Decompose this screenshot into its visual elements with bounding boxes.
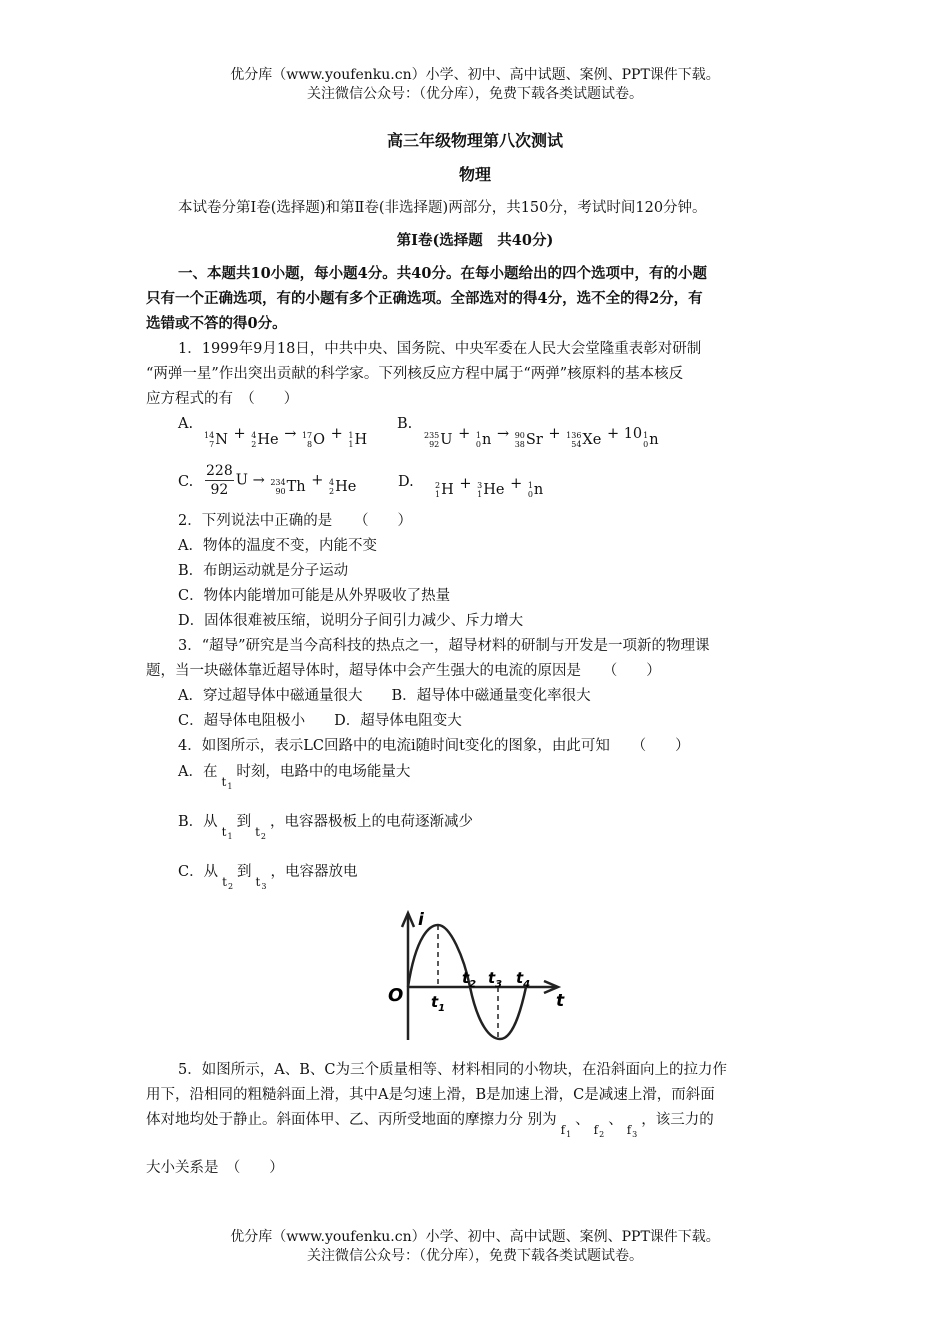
plus-sign: + [233, 426, 246, 442]
exam-intro: 本试卷分第Ⅰ卷(选择题)和第Ⅱ卷(非选择题)两部分，共150分，考试时间120分钟。 [178, 200, 707, 216]
option-text: B．从 [178, 814, 218, 830]
nuclide [302, 430, 325, 450]
q5-line1: 5．如图所示，A、B、C为三个质量相等、材料相同的小物块，在沿斜面向上的拉力作 [178, 1062, 727, 1078]
atomic-number: 2 [251, 440, 257, 449]
element-symbol: Xe [582, 432, 602, 448]
q2-stem: 2．下列说法中正确的是 （ ） [178, 513, 412, 529]
coefficient: 10 [623, 426, 643, 442]
variable-t: t [222, 875, 227, 889]
plus-sign: + [330, 426, 343, 442]
mass-number: 4 [251, 431, 257, 440]
atomic-number: 0 [643, 440, 649, 449]
element-symbol: H [354, 432, 368, 448]
element-symbol: He [335, 478, 357, 495]
time-variable [256, 872, 267, 894]
q1-option-c-equation [205, 462, 357, 499]
section1-line2: 只有一个正确选项，有的小题有多个正确选项。全部选对的得4分，选不全的得2分，有 [146, 290, 703, 307]
q5-line3 [146, 1110, 811, 1139]
element-symbol: n [649, 432, 659, 448]
variable-subscript: 2 [260, 832, 266, 841]
nuclide [435, 480, 454, 500]
exam-title: 高三年级物理第八次测试 [386, 131, 563, 150]
atomic-number: 54 [571, 440, 582, 449]
q4-option-b [178, 812, 811, 841]
q3-line1: 3．“超导”研究是当今高科技的热点之一，超导材料的研制与开发是一项新的物理课 [178, 638, 710, 654]
separator: 、 [575, 1112, 590, 1128]
mass-number: 90 [514, 431, 525, 440]
mass-number: 234 [270, 477, 286, 487]
option-text: A．在 [178, 764, 218, 780]
tick-subscript: 4 [523, 979, 531, 990]
nuclide [424, 430, 453, 450]
q1-option-a-label: A. [178, 416, 194, 432]
nuclide [329, 477, 356, 497]
q3-line2: 题，当一块磁体靠近超导体时，超导体中会产生强大的电流的原因是 （ ） [146, 663, 661, 679]
variable-f: f [560, 1123, 566, 1137]
element-symbol: H [441, 482, 454, 498]
q3-options-ab: A．穿过超导体中磁通量很大 B．超导体中磁通量变化率很大 [178, 688, 591, 704]
element-symbol: N [215, 432, 228, 448]
element-symbol: He [257, 432, 279, 448]
q1-option-d-equation [434, 474, 544, 500]
plus-sign: + [311, 472, 324, 489]
atomic-number: 0 [475, 440, 481, 449]
graph-y-label: i [418, 910, 424, 930]
atomic-number: 0 [527, 490, 533, 499]
graph-t2-label [462, 969, 476, 990]
variable-subscript: 3 [632, 1130, 638, 1139]
graph-t3-label [488, 969, 502, 990]
element-symbol: Th [286, 478, 306, 495]
option-text: 时刻，电路中的电场能量大 [236, 764, 411, 780]
option-text: 到 [236, 814, 252, 830]
time-variable [222, 822, 233, 844]
variable-t: t [255, 825, 260, 839]
nuclide [270, 477, 305, 497]
nuclide [528, 480, 543, 500]
tick-t: t [516, 969, 524, 987]
element-symbol: n [481, 432, 492, 448]
force-variable [627, 1120, 638, 1142]
element-symbol: He [483, 482, 505, 498]
mass-number: 2 [435, 481, 441, 490]
time-variable [222, 872, 233, 894]
q1-option-b-equation [423, 424, 660, 450]
time-variable [221, 772, 232, 794]
question-text: 体对地均处于静止。斜面体甲、乙、丙所受地面的摩擦力分 别为 [146, 1112, 557, 1128]
page-header [0, 66, 950, 104]
tick-t: t [462, 969, 470, 987]
atomic-number: 38 [514, 440, 525, 449]
exam-subject: 物理 [458, 165, 491, 184]
variable-t: t [221, 825, 227, 839]
q4-option-c [178, 862, 811, 891]
arrow-icon: → [284, 426, 297, 442]
q3-options-cd: C．超导体电阻极小 D．超导体电阻变大 [178, 713, 462, 729]
tick-subscript: 2 [469, 979, 477, 990]
atomic-number: 1 [348, 440, 354, 449]
q1-line1: 1．1999年9月18日，中共中央、国务院、中央军委在人民大会堂隆重表彰对研制 [178, 341, 702, 357]
nuclide [251, 430, 278, 450]
variable-f: f [626, 1123, 632, 1137]
header-line-2: 关注微信公众号：（优分库），免费下载各类试题试卷。 [307, 86, 643, 102]
fraction [205, 462, 234, 499]
nuclide [204, 430, 228, 450]
q4-stem: 4．如图所示，表示LC回路中的电流i随时间t变化的图象，由此可知 （ ） [178, 738, 690, 754]
footer-line-2: 关注微信公众号：（优分库），免费下载各类试题试卷。 [307, 1248, 643, 1264]
q2-option-a: A．物体的温度不变，内能不变 [178, 538, 377, 554]
plus-sign: + [510, 476, 523, 492]
q2-option-b: B．布朗运动就是分子运动 [178, 563, 349, 579]
nuclide [643, 430, 658, 450]
q1-line2: “两弹一星”作出突出贡献的科学家。下列核反应方程中属于“两弹”核原料的基本核反 [146, 366, 684, 382]
mass-number: 1 [348, 431, 354, 440]
graph-t1-label [431, 993, 445, 1014]
q1-option-a-equation [203, 424, 368, 450]
section1-line3: 选错或不答的得0分。 [146, 315, 287, 332]
question-text: ，该三力的 [641, 1112, 714, 1128]
element-symbol: U [235, 472, 248, 489]
variable-subscript: 1 [566, 1130, 572, 1139]
variable-t: t [221, 775, 227, 789]
header-line-1: 优分库（www.youfenku.cn）小学、初中、高中试题、案例、PPT课件下载。 [230, 67, 720, 83]
option-text: ，电容器放电 [270, 864, 358, 880]
nuclide [566, 430, 601, 450]
q2-option-c: C．物体内能增加可能是从外界吸收了热量 [178, 588, 451, 604]
footer-line-1: 优分库（www.youfenku.cn）小学、初中、高中试题、案例、PPT课件下载。 [230, 1229, 720, 1245]
atomic-number: 90 [275, 486, 286, 496]
variable-subscript: 2 [599, 1130, 605, 1139]
q5-line2: 用下，沿相同的粗糙斜面上滑，其中A是匀速上滑，B是加速上滑，C是减速上滑，而斜面 [146, 1087, 715, 1103]
mass-number: 17 [301, 431, 313, 440]
graph-t4-label [516, 969, 530, 990]
q4-option-a [178, 762, 811, 791]
q2-option-d: D．固体很难被压缩，说明分子间引力减少、斥力增大 [178, 613, 524, 629]
separator: 、 [608, 1112, 623, 1128]
variable-subscript: 3 [261, 882, 267, 891]
nuclide [477, 480, 504, 500]
tick-t: t [488, 969, 496, 987]
option-text: ，电容器极板上的电荷逐渐减少 [270, 814, 473, 830]
plus-sign: + [459, 476, 472, 492]
force-variable [561, 1120, 572, 1142]
element-symbol: n [533, 482, 544, 498]
mass-number: 1 [643, 431, 649, 440]
element-symbol: U [440, 432, 453, 448]
mass-number: 3 [477, 481, 483, 490]
q1-option-d-label: D. [398, 474, 414, 490]
mass-number: 1 [475, 431, 481, 440]
graph-origin-label: O [388, 985, 404, 1006]
part1-title: 第Ⅰ卷(选择题 共40分) [396, 232, 554, 249]
atomic-number: 1 [477, 490, 483, 499]
plus-sign: + [606, 426, 620, 442]
mass-number: 4 [329, 477, 335, 487]
lc-current-graph [378, 905, 578, 1050]
tick-subscript: 3 [495, 979, 503, 990]
section1-line1: 一、本题共10小题，每小题4分。共40分。在每小题给出的四个选项中，有的小题 [178, 265, 707, 282]
arrow-icon: → [496, 426, 510, 442]
nuclide [348, 430, 367, 450]
mass-number: 1 [527, 481, 533, 490]
option-text: C．从 [178, 864, 219, 880]
atomic-number: 8 [307, 440, 313, 449]
variable-f: f [593, 1123, 599, 1137]
option-text: 到 [237, 864, 252, 880]
variable-subscript: 2 [227, 882, 234, 891]
mass-number: 235 [424, 431, 440, 440]
q1-line3: 应方程式的有 （ ） [146, 391, 299, 407]
mass-number: 136 [566, 431, 582, 440]
graph-x-label: t [556, 991, 565, 1011]
time-variable [255, 822, 266, 844]
q5-line4: 大小关系是 （ ） [146, 1160, 284, 1176]
nuclide [476, 430, 491, 450]
q1-option-c-label: C. [178, 474, 194, 490]
plus-sign: + [548, 426, 561, 442]
atomic-number: 92 [429, 440, 440, 449]
atomic-number: 1 [435, 490, 441, 499]
variable-t: t [255, 875, 261, 889]
element-symbol: Sr [525, 432, 543, 448]
variable-subscript: 1 [227, 782, 233, 791]
page-footer [0, 1228, 950, 1266]
variable-subscript: 1 [227, 832, 233, 841]
arrow-icon: → [252, 472, 265, 489]
nuclide [515, 430, 543, 450]
fraction-denominator: 92 [210, 482, 229, 498]
atomic-number: 2 [329, 486, 335, 496]
force-variable [594, 1120, 605, 1142]
tick-t: t [431, 993, 439, 1011]
element-symbol: O [313, 432, 326, 448]
tick-subscript: 1 [438, 1003, 446, 1014]
plus-sign: + [458, 426, 471, 442]
fraction-numerator: 228 [206, 463, 233, 479]
mass-number: 14 [204, 431, 215, 440]
q1-option-b-label: B. [397, 416, 413, 432]
atomic-number: 7 [209, 440, 215, 449]
